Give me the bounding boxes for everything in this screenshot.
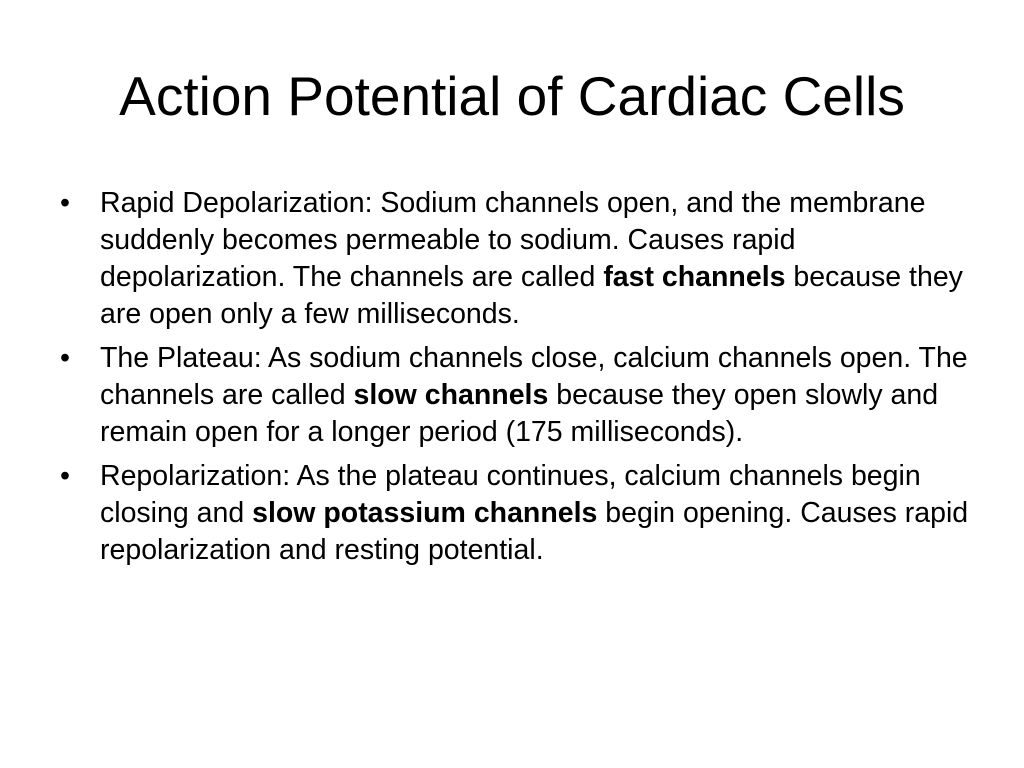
bullet-text: Repolarization: As the plateau continues, calcium channels begin closing and [100, 460, 921, 529]
bullet-marker: • [60, 187, 70, 219]
bullet-list [56, 185, 976, 576]
bullet-marker: • [60, 460, 70, 492]
bullet-item-plateau [56, 340, 976, 451]
bullet-bold-term: slow potassium channels [252, 497, 598, 529]
slide-title: Action Potential of Cardiac Cells [119, 65, 905, 127]
bullet-bold-term: fast channels [603, 261, 786, 293]
bullet-text: because they open slowly and remain open for a longer period (175 milliseconds). [100, 379, 939, 448]
bullet-bold-term: slow channels [353, 379, 549, 411]
bullet-text: Rapid Depolarization: Sodium channels open, and the membrane suddenly becomes permeable to sodium. Causes rapid depolarization. The channels are called [100, 187, 926, 293]
bullet-item-repolarization [56, 458, 976, 569]
bullet-marker: • [60, 342, 70, 374]
bullet-text: The Plateau: As sodium channels close, calcium channels open. The channels are called [100, 342, 968, 411]
bullet-item-rapid-depolarization [56, 185, 976, 333]
bullet-text: begin opening. Causes rapid repolarization and resting potential. [100, 497, 969, 566]
bullet-text: because they are open only a few milliseconds. [100, 261, 963, 330]
